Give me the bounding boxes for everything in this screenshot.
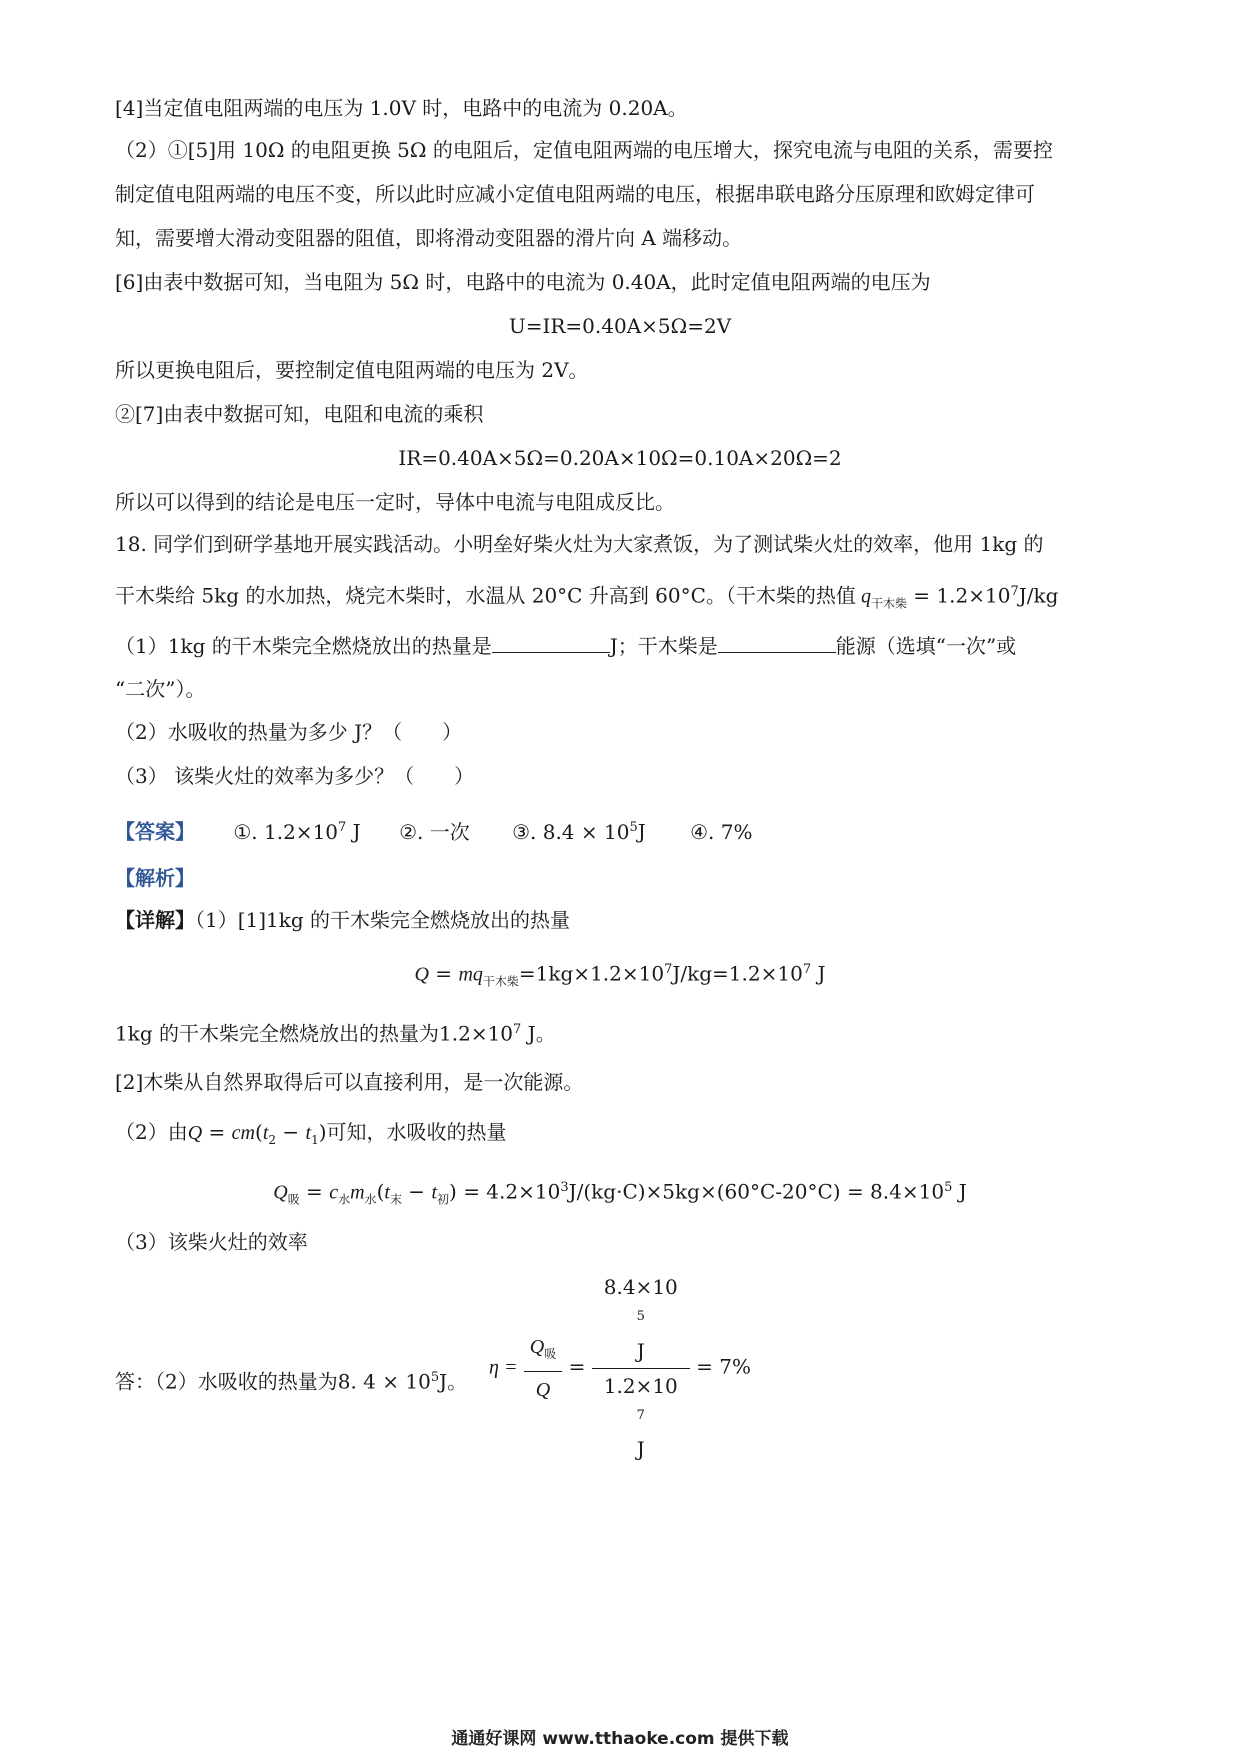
answer-blank[interactable] xyxy=(718,634,836,653)
detail-line: 【详解】（1）[1]1kg 的干木柴完全燃烧放出的热量 xyxy=(115,908,571,932)
equation: U=IR=0.40A×5Ω=2V xyxy=(508,314,732,338)
sub-question-1: （1）1kg 的干木柴完全燃烧放出的热量是 J；干木柴是 能源（选填“一次”或 xyxy=(115,634,1017,658)
text-line: [4]当定值电阻两端的电压为 1.0V 时，电路中的电流为 0.20A。 xyxy=(115,96,688,120)
text-line: 知，需要增大滑动变阻器的阻值，即将滑动变阻器的滑片向 A 端移动。 xyxy=(115,226,743,250)
sub-question-3: （3） 该柴火灶的效率为多少？（ ） xyxy=(115,764,475,788)
equation: IR=0.40A×5Ω=0.20A×10Ω=0.10A×20Ω=2 xyxy=(398,446,842,470)
conclusion-line: 答：（2）水吸收的热量为8. $4 \times 10^5J$。 xyxy=(115,1369,468,1394)
detail-line: [2]木柴从自然界取得后可以直接利用，是一次能源。 xyxy=(115,1070,584,1094)
fraction: $\frac{Q_吸}{Q}$ xyxy=(524,1331,562,1405)
detail-line: （3）该柴火灶的效率 xyxy=(115,1230,308,1254)
answer-blank[interactable] xyxy=(492,634,610,653)
analysis-label: 【解析】 xyxy=(115,866,195,890)
sub-question-2: （2）水吸收的热量为多少 J？（ ） xyxy=(115,720,463,744)
text-line: 所以更换电阻后，要控制定值电阻两端的电压为 2V。 xyxy=(115,358,589,382)
question-18-cont: 干木柴给 5kg 的水加热，烧完木柴时，水温从 20°C 升高到 60°C。（干木柴的热值 $q_{干木柴} = 1.2\times 10^7J/kg$ xyxy=(115,583,1059,611)
detail-line: （2）由$Q = cm(t_2 - t_1)$可知，水吸收的热量 xyxy=(115,1120,507,1147)
text-line: [6]由表中数据可知，当电阻为 5Ω 时，电路中的电流为 0.40A，此时定值电阻两端的电压为 xyxy=(115,270,931,294)
equation-efficiency: η = $\frac{Q_吸}{Q}$ = 8.4×10 $^5$ J 1.2×10 $^7$ J = 7% xyxy=(0,1272,1240,1464)
answer-line: 【答案】 ①. $1.2\times 10^7$ J ②. 一次 ③. $8.4 \times 10^5J$ ④. 7% xyxy=(115,819,753,844)
answer-label: 【答案】 xyxy=(115,819,195,844)
fraction: 8.4×10 $^5$ J 1.2×10 $^7$ J xyxy=(592,1272,690,1464)
text-line: （2）①[5]用 10Ω 的电阻更换 5Ω 的电阻后，定值电阻两端的电压增大，探究电流与电阻的关系，需要控 xyxy=(115,138,1053,162)
page-footer: 通通好课网 www.tthaoke.com 提供下载 xyxy=(451,1729,789,1749)
sub-question-1-cont: “二次”）。 xyxy=(115,677,206,701)
text-line: 制定值电阻两端的电压不变，所以此时应减小定值电阻两端的电压，根据串联电路分压原理和欧姆定律可 xyxy=(115,182,1035,206)
detail-line: 1kg 的干木柴完全燃烧放出的热量为$1.2\times 10^7$ J。 xyxy=(115,1021,556,1046)
text-line: ②[7]由表中数据可知，电阻和电流的乘积 xyxy=(115,402,484,426)
equation-heat: $Q = mq_{干木柴}=1kg\times 1.2\times 10^7J/kg=1.2\times 10^7$ J xyxy=(414,961,826,989)
question-18: 18. 同学们到研学基地开展实践活动。小明垒好柴火灶为大家煮饭，为了测试柴火灶的效率，他用 1kg 的 xyxy=(115,532,1044,556)
text-line: 所以可以得到的结论是电压一定时，导体中电流与电阻成反比。 xyxy=(115,490,675,514)
equation-absorbed: $Q_吸 = c_水m_水(t_末 - t_初) = 4.2\times 10^3J/(kg\cdot C)\times 5kg\times(60^\circ C-20^\circ C) = 8.4\times 10^5$ J xyxy=(273,1179,967,1207)
